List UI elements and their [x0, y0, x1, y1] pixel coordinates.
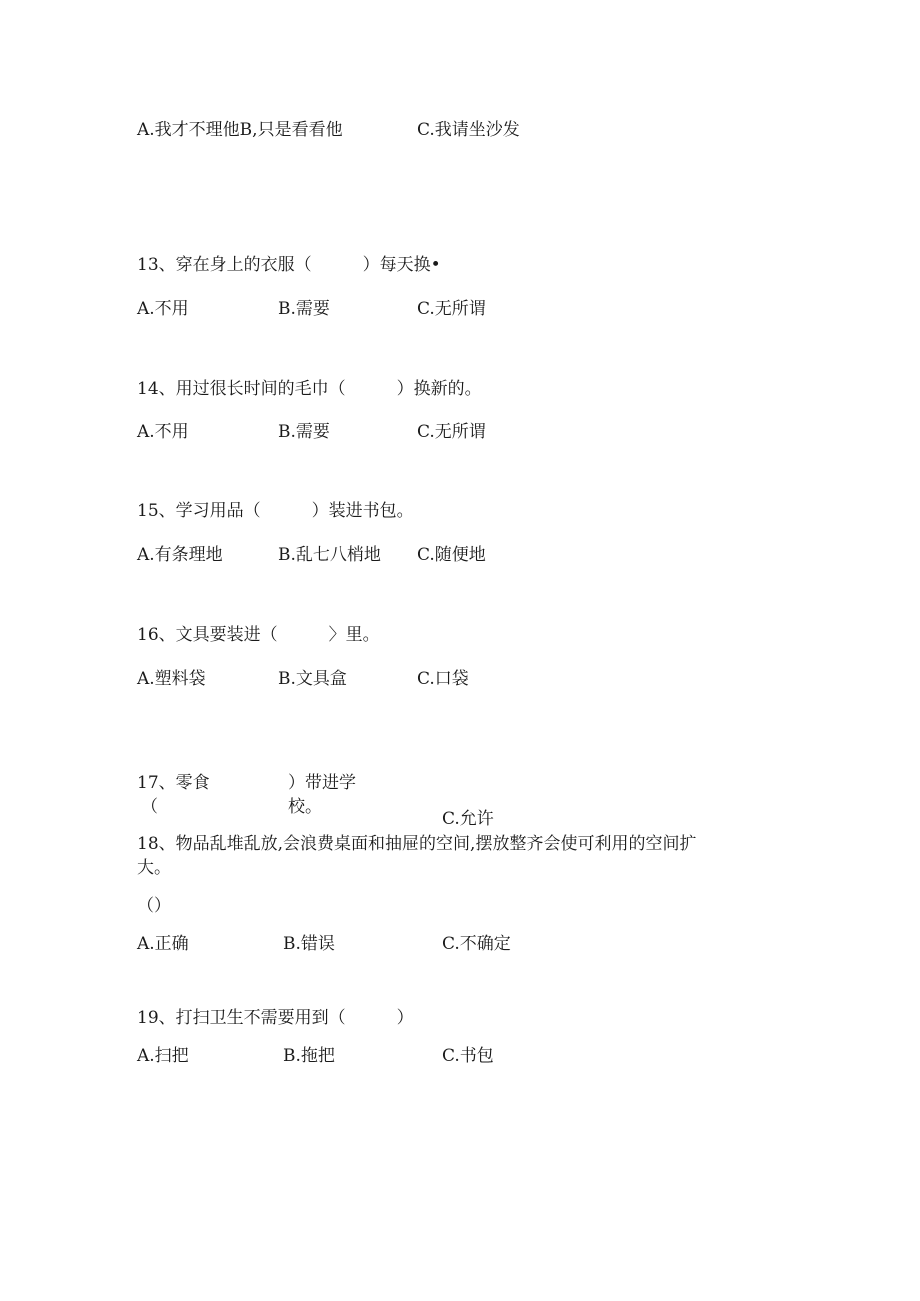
q18-answer-blank: （）	[137, 896, 171, 916]
q18-stem-line1: 18、物品乱堆乱放,会浪费桌面和抽屉的空间,摆放整齐会使可利用的空间扩	[137, 834, 697, 854]
q14-option-a: A.不用	[137, 422, 189, 442]
q14-option-c: C.无所谓	[417, 422, 486, 442]
q15-option-a: A.有条理地	[137, 545, 223, 565]
q12-option-ab: A.我才不理他B,只是看看他	[137, 120, 343, 140]
q15-option-b: B.乱七八梢地	[278, 545, 381, 565]
q19-option-c: C.书包	[442, 1046, 494, 1066]
q17-stem-start: 17、零食	[137, 773, 210, 793]
q13-option-a: A.不用	[137, 299, 189, 319]
q17-stem-end: ）带进学	[288, 773, 356, 793]
q18-stem-line2: 大。	[137, 858, 171, 878]
q15-stem: 15、学习用品（ ）装进书包。	[137, 501, 414, 521]
q13-option-c: C.无所谓	[417, 299, 486, 319]
q15-option-c: C.随便地	[417, 545, 486, 565]
q17-stem-paren: （	[141, 797, 158, 817]
q19-option-b: B.拖把	[283, 1046, 335, 1066]
q17-option-c: C.允许	[442, 809, 494, 829]
q16-option-b: B.文具盒	[278, 669, 347, 689]
q16-option-c: C.口袋	[417, 669, 469, 689]
q18-option-b: B.错误	[283, 934, 335, 954]
q12-option-c: C.我请坐沙发	[417, 120, 520, 140]
q18-option-c: C.不确定	[442, 934, 511, 954]
q13-option-b: B.需要	[278, 299, 330, 319]
q19-option-a: A.扫把	[137, 1046, 189, 1066]
q14-stem: 14、用过很长时间的毛巾（ ）换新的。	[137, 379, 482, 399]
q19-stem: 19、打扫卫生不需要用到（ ）	[137, 1008, 414, 1028]
q13-stem: 13、穿在身上的衣服（ ）每天换•	[137, 255, 441, 275]
q17-stem-tail: 校。	[288, 797, 322, 817]
q18-option-a: A.正确	[137, 934, 189, 954]
q16-option-a: A.塑料袋	[137, 669, 206, 689]
q14-option-b: B.需要	[278, 422, 330, 442]
q16-stem: 16、文具要装进（ 〉里。	[137, 625, 380, 645]
